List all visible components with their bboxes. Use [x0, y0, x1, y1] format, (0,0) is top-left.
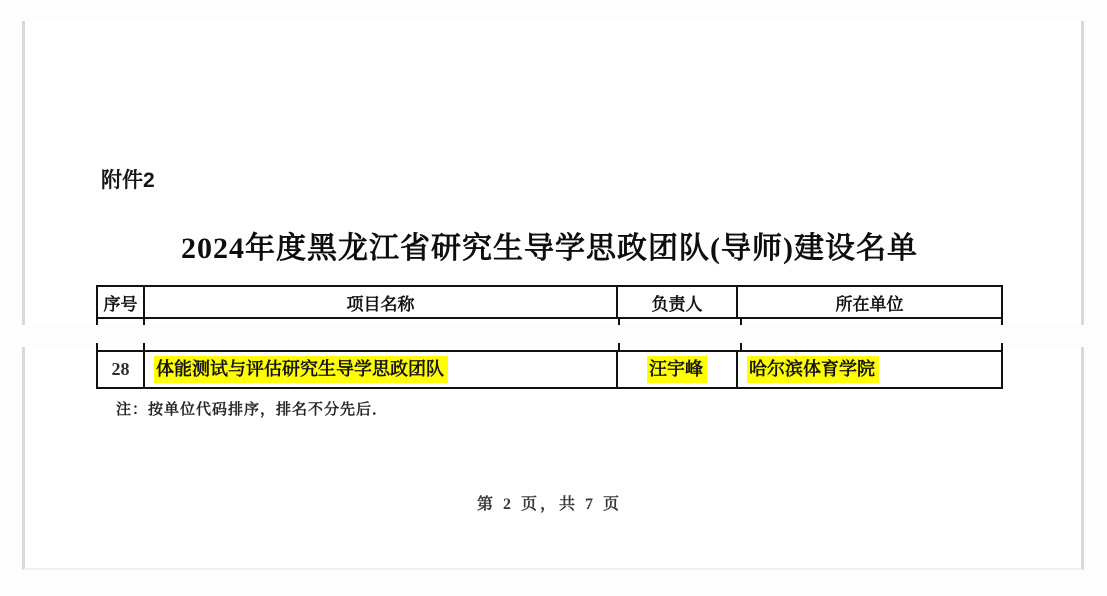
table-border-stub: [618, 343, 620, 350]
table-header-row: [96, 285, 1003, 319]
table-header-cell-leader: 负责人: [618, 287, 738, 317]
row-cell-no: 28: [98, 352, 145, 387]
table-border-stub: [740, 343, 742, 350]
table-border-stub: [143, 343, 145, 350]
table-border-stub: [96, 343, 98, 350]
table-border-stub: [143, 318, 145, 325]
highlighted-leader-text: 汪宇峰: [647, 356, 707, 383]
table-border-stub: [1001, 343, 1003, 350]
table-header-cell-project: 项目名称: [145, 287, 618, 317]
row-cell-project: [145, 352, 618, 387]
row-cell-unit: [738, 352, 1001, 387]
table-note: 注：按单位代码排序，排名不分先后．: [116, 401, 389, 418]
table-border-stub: [96, 318, 98, 325]
page-fragment-top: [22, 21, 1084, 325]
page-number-footer: 第 2 页，共 7 页: [476, 496, 622, 513]
table-header-cell-unit: 所在单位: [835, 294, 904, 314]
table-border-stub: [740, 318, 742, 325]
row-cell-leader: [618, 352, 738, 387]
page-title: 2024年度黑龙江省研究生导学思政团队(导师)建设名单: [181, 232, 918, 265]
attachment-label: 附件2: [101, 169, 155, 192]
table-row: [96, 350, 1003, 389]
highlighted-unit-text: 哈尔滨体育学院: [747, 356, 879, 383]
table-border-stub: [1001, 318, 1003, 325]
highlighted-project-text: 体能测试与评估研究生导学思政团队: [154, 356, 448, 383]
table-border-stub: [618, 318, 620, 325]
table-header-cell-no: 序号: [98, 287, 145, 317]
